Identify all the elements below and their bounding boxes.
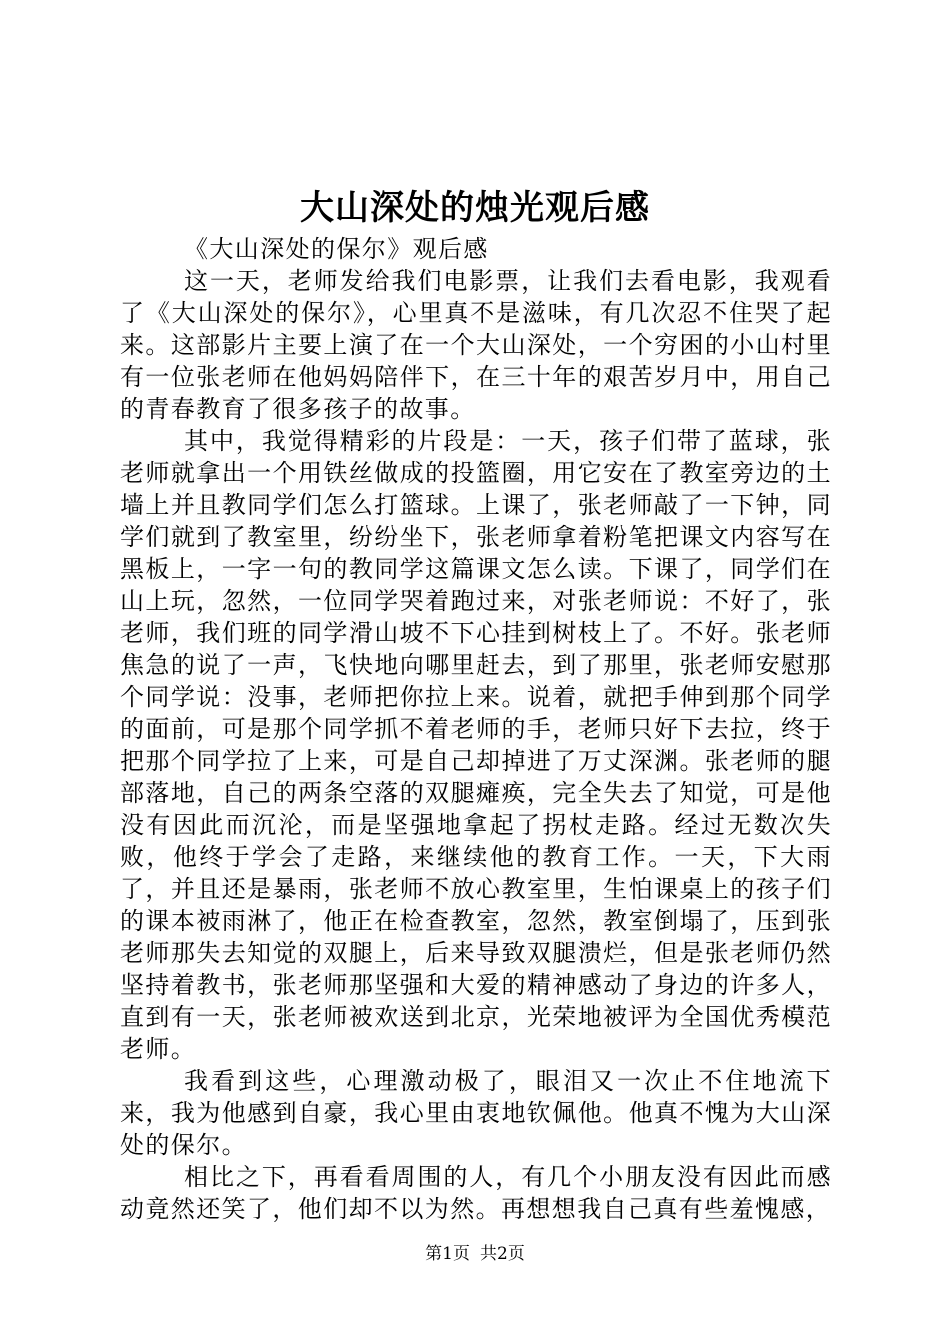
page-footer [0, 1242, 950, 1266]
body-paragraph: 相比之下，再看看周围的人，有几个小朋友没有因此而感动竟然还笑了，他们却不以为然。再想想我自己真有些羞愧感， [120, 1163, 832, 1223]
body-paragraph: 其中，我觉得精彩的片段是：一天，孩子们带了蓝球，张老师就拿出一个用铁丝做成的投篮圈，用它安在了教室旁边的土墙上并且教同学们怎么打篮球。上课了，张老师敲了一下钟，同学们就到了教室里，纷纷坐下，张老师拿着粉笔把课文内容写在黑板上，一字一句的教同学这篇课文怎么读。下课了，同学们在山上玩，忽然，一位同学哭着跑过来，对张老师说：不好了，张老师，我们班的同学滑山坡不下心挂到树枝上了。不好。张老师焦急的说了一声，飞快地向哪里赶去，到了那里，张老师安慰那个同学说：没事，老师把你拉上来。说着，就把手伸到那个同学的面前，可是那个同学抓不着老师的手，老师只好下去拉，终于把那个同学拉了上来，可是自己却掉进了万丈深渊。张老师的腿部落地，自己的两条空落的双腿瘫痪，完全失去了知觉，可是他没有因此而沉沦，而是坚强地拿起了拐杖走路。经过无数次失败，他终于学会了走路，来继续他的教育工作。一天，下大雨了，并且还是暴雨，张老师不放心教室里，生怕课桌上的孩子们的课本被雨淋了，他正在检查教室，忽然，教室倒塌了，压到张老师那失去知觉的双腿上，后来导致双腿溃烂，但是张老师仍然坚持着教书，张老师那坚强和大爱的精神感动了身边的许多人，直到有一天，张老师被欢送到北京，光荣地被评为全国优秀模范老师。 [120, 427, 832, 1063]
document-body [120, 233, 832, 1225]
document-title: 大山深处的烛光观后感 [300, 188, 650, 228]
body-paragraph: 我看到这些，心理激动极了，眼泪又一次止不住地流下来，我为他感到自豪，我心里由衷地钦佩他。他真不愧为大山深处的保尔。 [120, 1067, 832, 1159]
body-paragraph: 这一天，老师发给我们电影票，让我们去看电影，我观看了《大山深处的保尔》，心里真不是滋味，有几次忍不住哭了起来。这部影片主要上演了在一个大山深处，一个穷困的小山村里有一位张老师在他妈妈陪伴下，在三十年的艰苦岁月中，用自己的青春教育了很多孩子的故事。 [120, 267, 832, 423]
page-number: 第1页 [425, 1244, 470, 1264]
document-subtitle: 《大山深处的保尔》观后感 [184, 235, 489, 263]
page-total: 共2页 [480, 1244, 525, 1264]
